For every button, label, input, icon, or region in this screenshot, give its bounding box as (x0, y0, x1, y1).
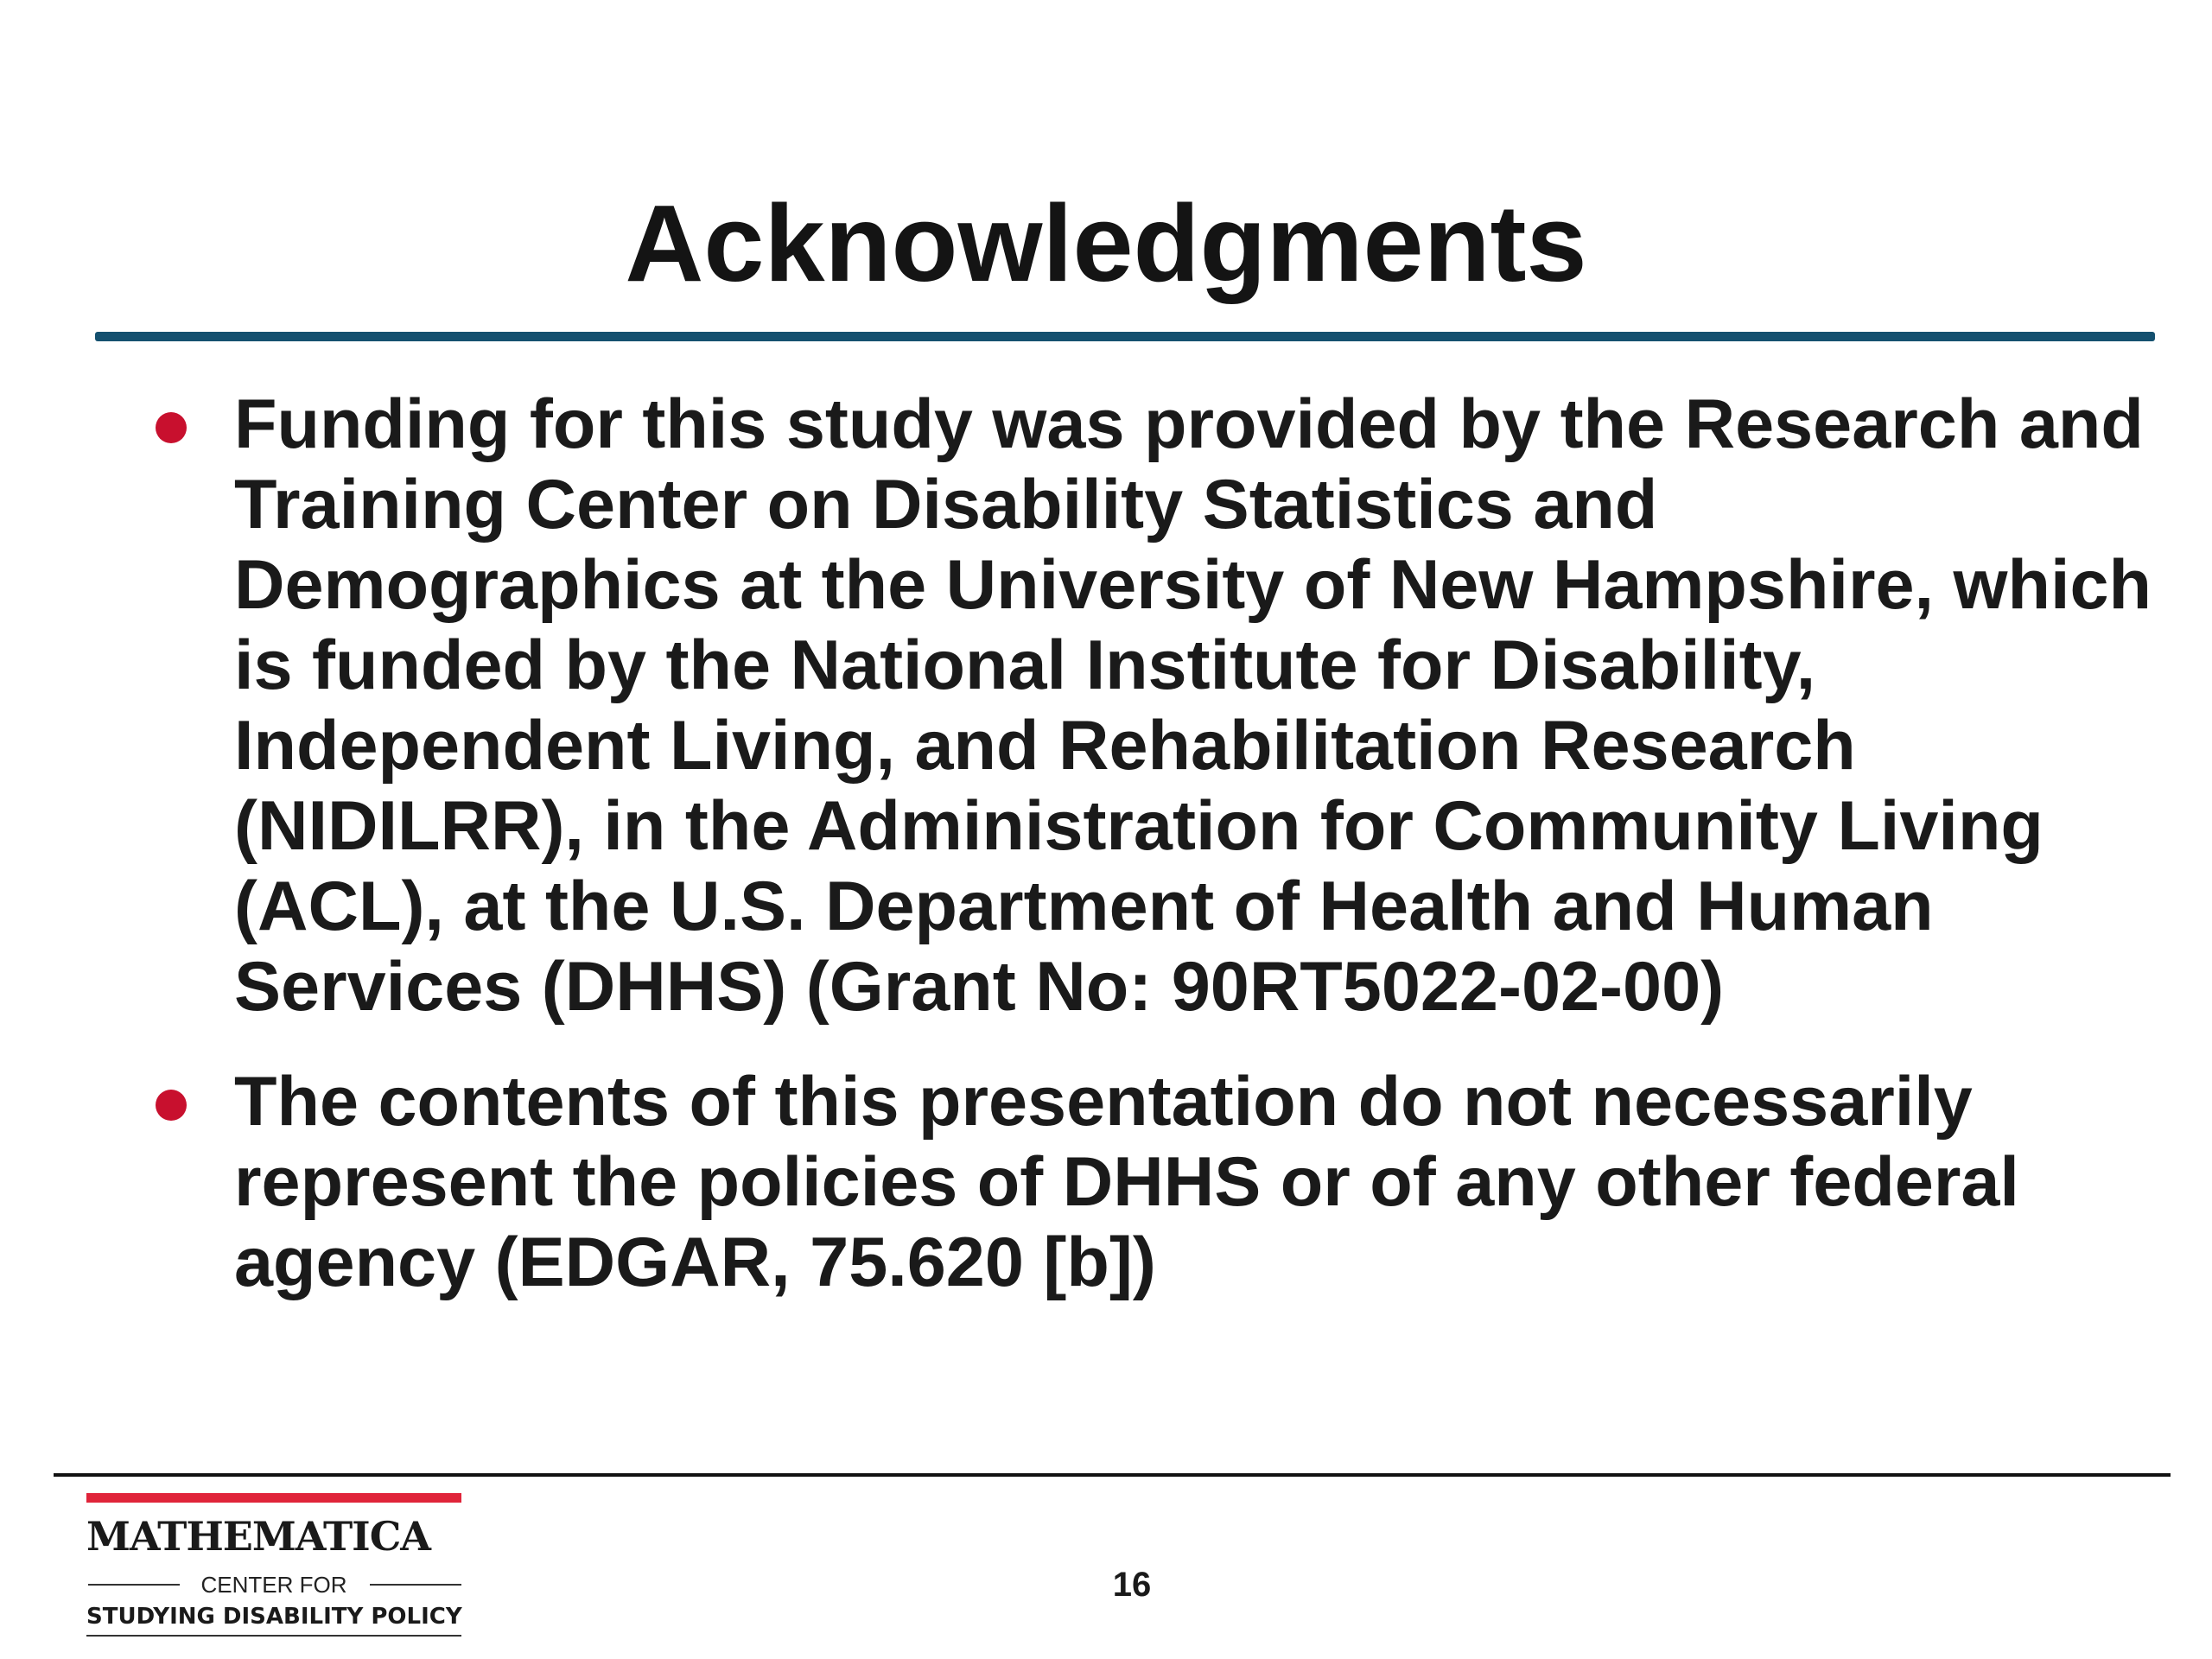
bullet-dot-icon (156, 412, 187, 443)
bullet-dot-icon (156, 1090, 187, 1121)
logo-center-for-text: CENTER FOR (200, 1572, 347, 1598)
logo-rule-right (370, 1584, 461, 1586)
bullet-list (0, 385, 2212, 1338)
page-number: 16 (1112, 1566, 1152, 1604)
slide-title: Acknowledgments (625, 182, 1587, 304)
mathematica-logo (86, 1493, 461, 1631)
bullet-item-funding (0, 385, 2212, 1027)
logo-accent-bar (86, 1493, 461, 1503)
title-divider (95, 332, 2155, 341)
bullet-text: Funding for this study was provided by the Research and Training Center on Disability Statistics and Demographics at the University of New Hampshire, which is funded by the National Institute for Disability, Independent Living, and Rehabilitation Research (NIDILRR), in the Administration for Community Living (ACL), at the U.S. Department of Health and Human Services (DHHS) (Grant No: 90RT5022-02-00) (234, 385, 2152, 1026)
bullet-text: The contents of this presentation do not necessarily represent the policies of DHHS or of any other federal agency (EDGAR, 75.620 [b]) (234, 1063, 2019, 1301)
footer-divider (54, 1473, 2171, 1477)
logo-policy-text: STUDYING DISABILITY POLICY (86, 1604, 462, 1630)
logo-underline (86, 1635, 461, 1637)
logo-name: MATHEMATICA (86, 1513, 430, 1560)
logo-center-for (86, 1569, 461, 1600)
bullet-item-disclaimer (0, 1062, 2212, 1303)
